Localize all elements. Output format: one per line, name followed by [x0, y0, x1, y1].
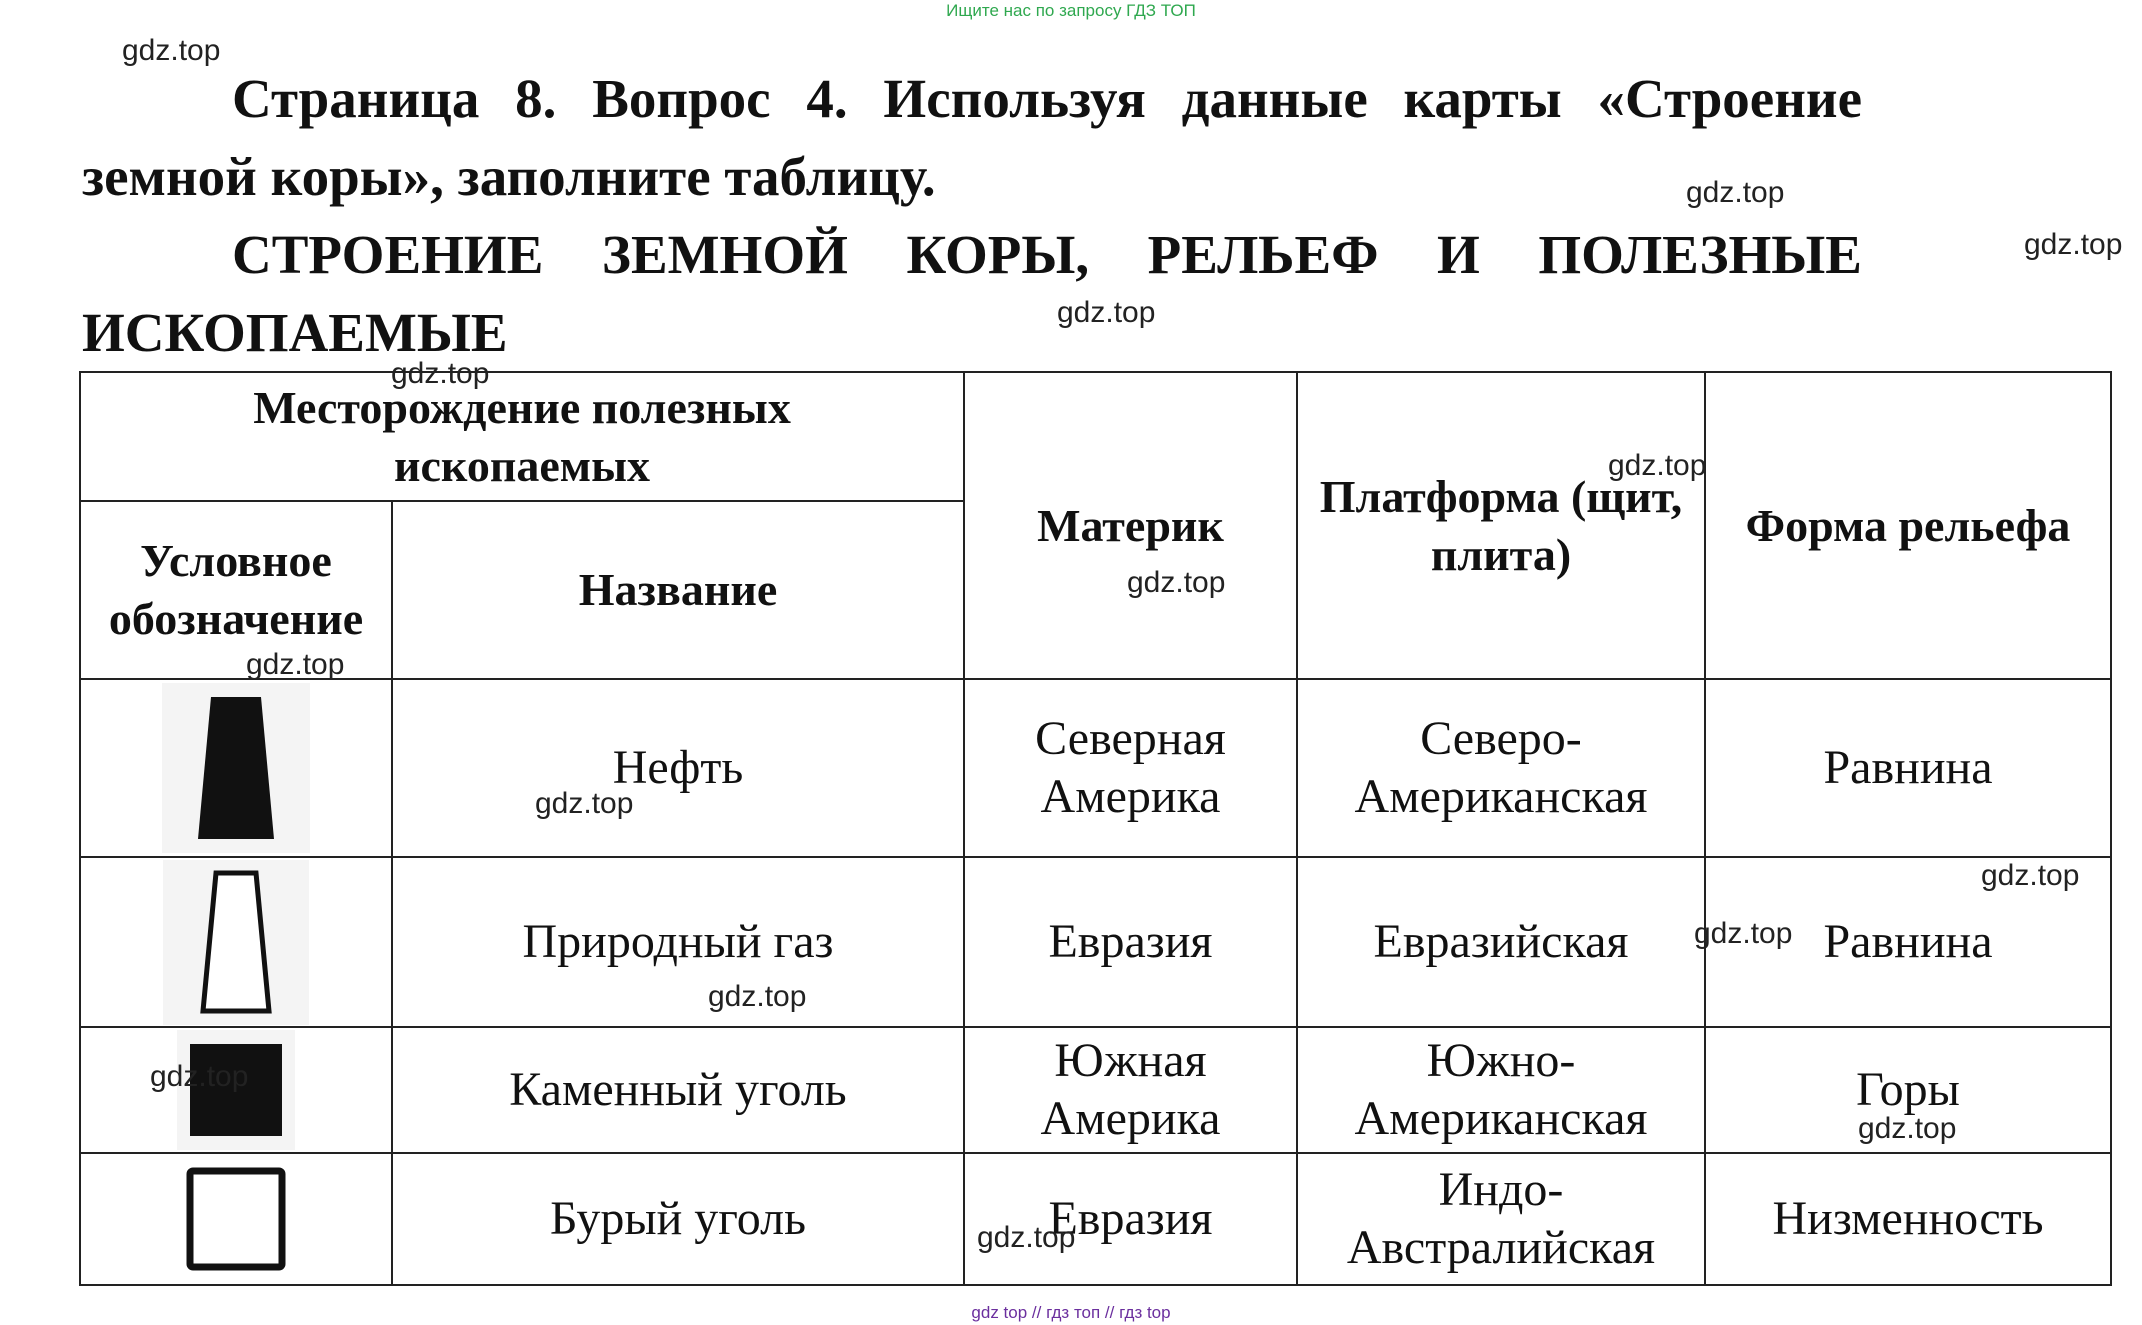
watermark: gdz.top — [977, 1221, 1076, 1254]
table-row — [80, 857, 2111, 1027]
continent: Южная Америка — [964, 1027, 1297, 1153]
watermark: gdz.top — [150, 1060, 249, 1093]
watermark: gdz.top — [1694, 917, 1793, 950]
watermark: gdz.top — [1608, 449, 1707, 482]
relief: Равнина — [1705, 679, 2111, 857]
platform: Южно-Американская — [1297, 1027, 1705, 1153]
table-row — [80, 1027, 2111, 1153]
watermark: gdz.top — [1981, 859, 2080, 892]
continent: Евразия — [964, 1153, 1297, 1285]
symbol-cell — [80, 1153, 392, 1285]
table-row — [80, 679, 2111, 857]
mineral-name: Природный газ — [392, 857, 964, 1027]
symbol-cell — [80, 857, 392, 1027]
relief: Горы — [1705, 1027, 2111, 1153]
header-continent: Материк — [964, 372, 1297, 679]
header-deposits: Месторождение полезных ископаемых — [80, 372, 964, 501]
platform: Северо-Американская — [1297, 679, 1705, 857]
section-heading: СТРОЕНИЕ ЗЕМНОЙ КОРЫ, РЕЛЬЕФ И ПОЛЕЗНЫЕ ИСКОПАЕМЫЕ — [82, 224, 1862, 363]
symbol-cell — [80, 679, 392, 857]
watermark: gdz.top — [246, 648, 345, 681]
minerals-table — [79, 371, 2112, 1286]
watermark: gdz.top — [2024, 228, 2123, 261]
footer-watermark: gdz top // гдз топ // гдз top — [971, 1303, 1171, 1322]
lignite-symbol-icon — [186, 1167, 286, 1271]
header-platform: Платформа (щит, плита) — [1297, 372, 1705, 679]
mineral-name: Каменный уголь — [392, 1027, 964, 1153]
header-name: Название — [392, 501, 964, 679]
mineral-name: Нефть — [392, 679, 964, 857]
mineral-name: Бурый уголь — [392, 1153, 964, 1285]
continent: Евразия — [964, 857, 1297, 1027]
watermark: gdz.top — [1686, 176, 1785, 209]
watermark: gdz.top — [535, 787, 634, 820]
oil-symbol-icon — [196, 693, 276, 843]
platform: Евразийская — [1297, 857, 1705, 1027]
top-banner[interactable]: Ищите нас по запросу ГДЗ ТОП — [946, 1, 1196, 20]
relief: Низменность — [1705, 1153, 2111, 1285]
watermark: gdz.top — [708, 980, 807, 1013]
watermark: gdz.top — [1127, 566, 1226, 599]
watermark: gdz.top — [391, 357, 490, 390]
question-text: Страница 8. Вопрос 4. Используя данные карты «Строение земной коры», заполните таблицу. — [82, 68, 1862, 207]
gas-symbol-icon — [196, 867, 276, 1017]
watermark: gdz.top — [1057, 296, 1156, 329]
platform: Индо-Австралийская — [1297, 1153, 1705, 1285]
table-row — [80, 1153, 2111, 1285]
watermark: gdz.top — [122, 34, 221, 67]
watermark: gdz.top — [1858, 1112, 1957, 1145]
header-symbol: Условное обозначение — [80, 501, 392, 679]
continent: Северная Америка — [964, 679, 1297, 857]
header-relief: Форма рельефа — [1705, 372, 2111, 679]
relief: Равнина — [1705, 857, 2111, 1027]
title-block — [82, 60, 1862, 372]
